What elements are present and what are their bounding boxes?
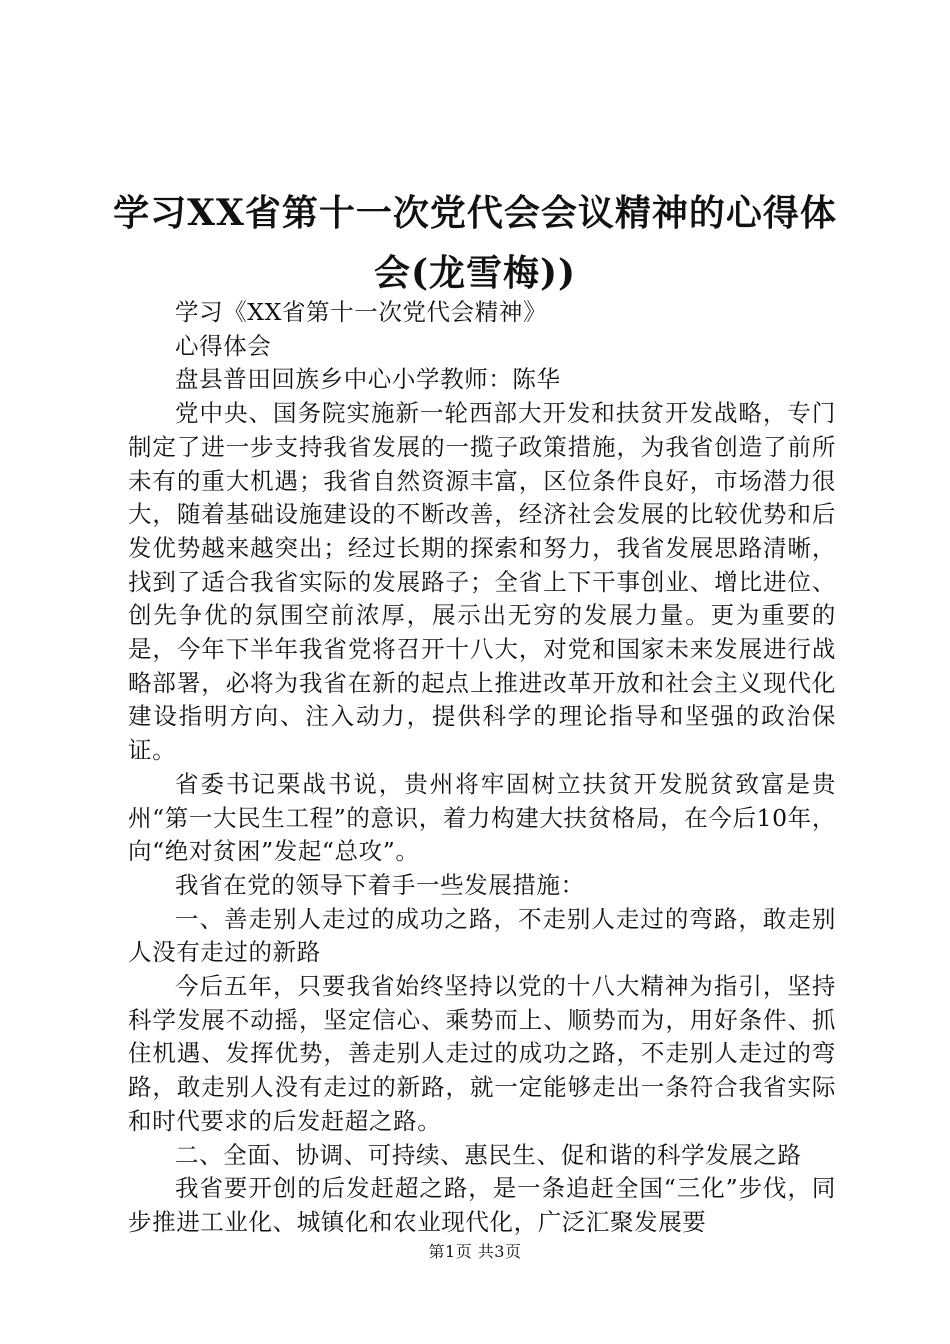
- paragraph-subtitle-2: 心得体会: [175, 331, 272, 360]
- title-line-1: 学习XX省第十一次党代会会议精神的心得体: [113, 192, 837, 234]
- paragraph-author: 盘县普田回族乡中心小学教师：陈华: [175, 365, 561, 394]
- document-body: [128, 296, 836, 1240]
- section-heading: 二、全面、协调、可持续、惠民生、促和谐的科学发展之路: [175, 1140, 802, 1169]
- section-heading: 一、善走别人走过的成功之路，不走别人走过的弯路，敢走别人没有走过的新路: [128, 904, 836, 967]
- paragraph: 我省要开创的后发赶超之路，是一条追赶全国“三化”步伐，同步推进工业化、城镇化和农业现代化，广泛汇聚发展要: [128, 1174, 836, 1236]
- paragraph: 省委书记栗战书说，贵州将牢固树立扶贫开发脱贫致富是贵州“第一大民生工程”的意识，着力构建大扶贫格局，在今后10年，向“绝对贫困”发起“总攻”。: [128, 769, 836, 866]
- title-line-2: 会(龙雪梅)): [373, 252, 577, 294]
- paragraph: 今后五年，只要我省始终坚持以党的十八大精神为指引，坚持科学发展不动摇，坚定信心、乘势而上、顺势而为，用好条件、抓住机遇、发挥优势，善走别人走过的成功之路，不走别人走过的弯路，敢走别人没有走过的新路，就一定能够走出一条符合我省实际和时代要求的后发赶超之路。: [128, 972, 836, 1135]
- page-footer: 第1页 共3页: [428, 1242, 522, 1261]
- paragraph: 党中央、国务院实施新一轮西部大开发和扶贫开发战略，专门制定了进一步支持我省发展的一揽子政策措施，为我省创造了前所未有的重大机遇；我省自然资源丰富，区位条件良好，市场潜力很大，随着基础设施建设的不断改善，经济社会发展的比较优势和后发优势越来越突出；经过长期的探索和努力，我省发展思路清晰，找到了适合我省实际的发展路子；全省上下干事创业、增比进位、创先争优的氛围空前浓厚，展示出无穷的发展力量。更为重要的是，今年下半年我省党将召开十八大，对党和国家未来发展进行战略部署，必将为我省在新的起点上推进改革开放和社会主义现代化建设指明方向、注入动力，提供科学的理论指导和坚强的政治保证。: [128, 399, 836, 765]
- document-title: [100, 183, 850, 303]
- paragraph-subtitle: 学习《XX省第十一次党代会精神》: [175, 298, 548, 326]
- paragraph: 我省在党的领导下着手一些发展措施：: [175, 870, 585, 899]
